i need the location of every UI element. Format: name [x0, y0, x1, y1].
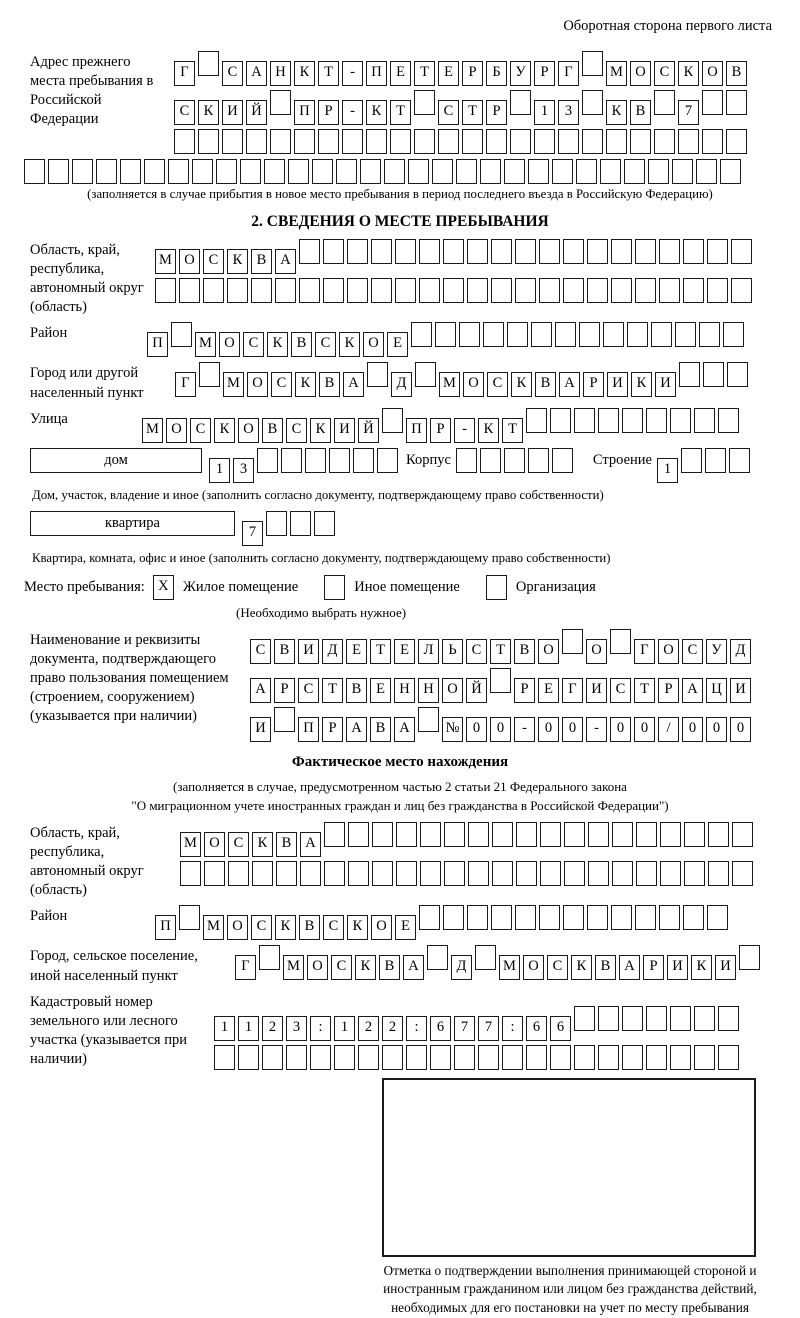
confirmation-mark-caption: Отметка о подтверждении выполнения принимающей стороной и иностранным гражданином или лицом без гражданства действий, необходимых для его постановки на учет по месту пребывания — [383, 1262, 757, 1315]
cadastral-block — [24, 991, 776, 1070]
district-block — [24, 322, 776, 357]
district-label: Район — [30, 325, 68, 342]
document-line1[interactable]: С В И Д Е Т Е Л Ь С Т В О О Г О С У Д — [250, 629, 754, 664]
cadastral-line2[interactable] — [214, 1045, 742, 1070]
region-rows — [155, 239, 755, 303]
region-line1[interactable]: М О С К В А — [155, 239, 755, 274]
korpus-label: Корпус — [406, 451, 451, 468]
city-block — [24, 362, 776, 402]
stay-type-block — [24, 575, 776, 600]
district-line[interactable]: П М О С К В С К О Е — [147, 322, 747, 357]
street-block — [24, 408, 776, 443]
city-label: Город или другой населенный пункт — [30, 365, 144, 401]
house-caption: Дом, участок, владение и иное (заполнить согласно документу, подтверждающему право собственности) — [32, 487, 604, 502]
actual-district-line[interactable]: П М О С К В С К О Е — [155, 905, 731, 940]
actual-city-line[interactable]: Г М О С К В А Д М О С К В А Р И К И — [235, 945, 763, 980]
korpus-boxes[interactable] — [456, 448, 576, 473]
document-label: Наименование и реквизиты документа, подтверждающего право пользования помещением (строением, сооружением) (указывается при наличии) — [30, 631, 229, 725]
stay-type-label: Место пребывания: — [24, 578, 145, 595]
actual-district-block — [24, 905, 776, 940]
stay-type-option-organization-label: Организация — [515, 578, 596, 595]
actual-city-block — [24, 945, 776, 985]
prev-address-block — [24, 51, 776, 154]
prev-address-caption: (заполняется в случае прибытия в новое место пребывания в период последнего въезда в Российскую Федерацию) — [87, 187, 713, 201]
prev-address-rows — [174, 51, 750, 154]
document-line3[interactable]: И П Р А В А № 0 0 - 0 0 - 0 0 / 0 0 0 — [250, 707, 754, 742]
house-block — [24, 448, 776, 483]
prev-address-line1[interactable]: Г С А Н К Т - П Е Т Е Р Б У Р Г М О С К О В — [174, 51, 750, 86]
prev-address-label: Адрес прежнего места пребывания в Российской Федерации — [30, 54, 154, 128]
prev-address-line4[interactable] — [24, 159, 776, 184]
cadastral-line1[interactable]: 1 1 2 3 : 1 2 2 : 6 7 7 : 6 6 — [214, 1006, 742, 1041]
stay-type-checkbox-residential[interactable]: X — [153, 575, 177, 600]
confirmation-area — [364, 1078, 776, 1318]
actual-district-label: Район — [30, 908, 68, 925]
house-box-label: дом — [30, 448, 202, 473]
apartment-block — [24, 511, 776, 546]
city-line[interactable]: Г М О С К В А Д М О С К В А Р И К И — [175, 362, 751, 397]
document-rows — [250, 629, 754, 742]
stay-type-option-residential-label: Жилое помещение — [182, 578, 299, 595]
street-line[interactable]: М О С К О В С К И Й П Р - К Т — [142, 408, 742, 443]
house-number-boxes[interactable]: 1 3 — [209, 448, 401, 483]
stroenie-label: Строение — [592, 451, 652, 468]
actual-location-caption-line2: "О миграционном учете иностранных граждан и лиц без гражданства в Российской Федерации") — [131, 798, 669, 814]
apartment-box-label: квартира — [30, 511, 235, 536]
cadastral-label: Кадастровый номер земельного или лесного участка (указывается при наличии) — [30, 993, 187, 1068]
apartment-number-boxes[interactable]: 7 — [242, 511, 338, 546]
region-label: Область, край, республика, автономный округ (область) — [30, 241, 144, 316]
actual-location-title: Фактическое место нахождения — [291, 753, 509, 770]
actual-city-label: Город, сельское поселение, иной населенный пункт — [30, 948, 198, 984]
stay-type-checkbox-organization[interactable] — [486, 575, 510, 600]
region-block — [24, 239, 776, 318]
stay-type-checkbox-other[interactable] — [324, 575, 348, 600]
stroenie-boxes[interactable]: 1 — [657, 448, 753, 483]
actual-region-rows — [180, 822, 756, 886]
apartment-caption: Квартира, комната, офис и иное (заполнить согласно документу, подтверждающему право собственности) — [32, 550, 611, 565]
section2-title: 2. СВЕДЕНИЯ О МЕСТЕ ПРЕБЫВАНИЯ — [251, 212, 549, 230]
actual-region-block — [24, 822, 776, 901]
prev-address-line3[interactable] — [174, 129, 750, 154]
prev-address-line2[interactable]: С К И Й П Р - К Т С Т Р 1 3 К В 7 — [174, 90, 750, 125]
stay-type-hint: (Необходимо выбрать нужное) — [236, 604, 407, 620]
actual-region-line2[interactable] — [180, 861, 756, 886]
document-block — [24, 629, 776, 742]
actual-region-label: Область, край, республика, автономный округ (область) — [30, 824, 144, 899]
cadastral-rows — [214, 1006, 742, 1070]
actual-location-caption-line1: (заполняется в случае, предусмотренном частью 2 статьи 21 Федерального закона — [173, 778, 627, 794]
confirmation-mark-box — [382, 1078, 756, 1257]
actual-region-line1[interactable]: М О С К В А — [180, 822, 756, 857]
stay-type-option-other-label: Иное помещение — [354, 578, 460, 595]
region-line2[interactable] — [155, 278, 755, 303]
page-side-note: Оборотная сторона первого листа — [563, 18, 772, 34]
document-line2[interactable]: А Р С Т В Е Н Н О Й Р Е Г И С Т Р А Ц И — [250, 668, 754, 703]
street-label: Улица — [30, 410, 68, 427]
